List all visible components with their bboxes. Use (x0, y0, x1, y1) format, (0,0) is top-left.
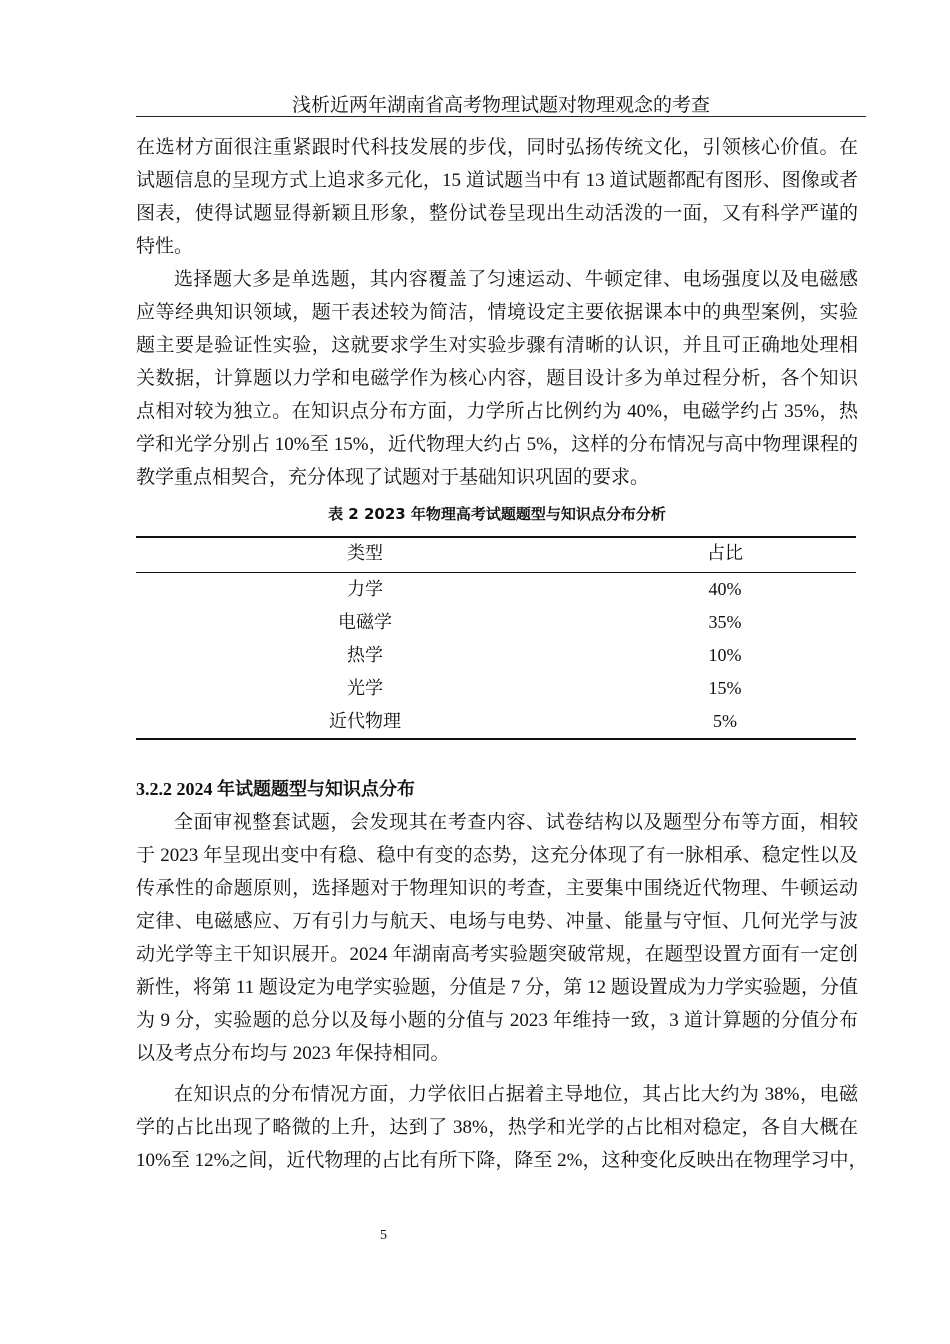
ratio-cell: 40% (708, 579, 742, 599)
text-line: 以及考点分布均与 2023 年保持相同。 (136, 1043, 450, 1064)
paragraph-1 (136, 131, 858, 263)
text-line: 在选材方面很注重紧跟时代科技发展的步伐，同时弘扬传统文化，引领核心价值。在 (136, 137, 858, 158)
text-line: 为 9 分，实验题的总分以及每小题的分值与 2023 年维持一致，3 道计算题的分值分布 (136, 1010, 858, 1031)
paragraph-3 (136, 806, 858, 1070)
text-line: 应等经典知识领域，题干表述较为简洁，情境设定主要依据课本中的典型案例，实验 (136, 302, 858, 323)
page-number: 5 (380, 1228, 387, 1243)
table-row (136, 672, 856, 705)
running-header: 浅析近两年湖南省高考物理试题对物理观念的考查 (291, 95, 710, 116)
distribution-table (136, 536, 856, 740)
header-divider (136, 116, 866, 117)
column-header-type: 类型 (347, 543, 383, 563)
column-header-ratio: 占比 (707, 543, 743, 563)
text-line: 定律、电磁感应、万有引力与航天、电场与电势、冲量、能量与守恒、几何光学与波 (136, 911, 858, 932)
table-row (136, 639, 856, 672)
text-line: 全面审视整套试题，会发现其在考查内容、试卷结构以及题型分布等方面，相较 (174, 812, 858, 833)
text-line: 于 2023 年呈现出变中有稳、稳中有变的态势，这充分体现了有一脉相承、稳定性以及 (136, 845, 858, 866)
text-line: 关数据，计算题以力学和电磁学作为核心内容，题目设计多为单过程分析，各个知识 (136, 368, 858, 389)
text-line: 选择题大多是单选题，其内容覆盖了匀速运动、牛顿定律、电场强度以及电磁感 (174, 269, 858, 290)
type-cell: 热学 (347, 645, 383, 665)
text-line: 10%至 12%之间，近代物理的占比有所下降，降至 2%，这种变化反映出在物理学习中， (136, 1150, 868, 1171)
type-cell: 光学 (347, 678, 383, 698)
text-line: 点相对较为独立。在知识点分布方面，力学所占比例约为 40%，电磁学约占 35%，热 (136, 401, 858, 422)
text-line: 在知识点的分布情况方面，力学依旧占据着主导地位，其占比大约为 38%，电磁 (174, 1084, 858, 1105)
text-line: 教学重点相契合，充分体现了试题对于基础知识巩固的要求。 (136, 467, 650, 488)
table-row (136, 573, 856, 606)
paragraph-4 (136, 1078, 868, 1177)
table-row (136, 705, 856, 738)
type-cell: 力学 (347, 579, 383, 599)
text-line: 特性。 (136, 236, 194, 257)
table-header-row (136, 538, 856, 573)
text-line: 学和光学分别占 10%至 15%，近代物理大约占 5%，这样的分布情况与高中物理课程的 (136, 434, 858, 455)
text-line: 动光学等主干知识展开。2024 年湖南高考实验题突破常规，在题型设置方面有一定创 (136, 944, 858, 965)
paragraph-2 (136, 263, 858, 494)
text-line: 学的占比出现了略微的上升，达到了 38%，热学和光学的占比相对稳定，各自大概在 (136, 1117, 858, 1138)
table-caption: 表 2 2023 年物理高考试题题型与知识点分布分析 (328, 505, 666, 523)
text-line: 图表，使得试题显得新颖且形象，整份试卷呈现出生动活泼的一面，又有科学严谨的 (136, 203, 858, 224)
table-row (136, 606, 856, 639)
ratio-cell: 15% (708, 678, 742, 698)
text-line: 试题信息的呈现方式上追求多元化，15 道试题当中有 13 道试题都配有图形、图像或者 (136, 170, 858, 191)
type-cell: 电磁学 (338, 612, 392, 632)
ratio-cell: 35% (708, 612, 742, 632)
ratio-cell: 5% (713, 711, 737, 731)
text-line: 传承性的命题原则，选择题对于物理知识的考查，主要集中围绕近代物理、牛顿运动 (136, 878, 858, 899)
type-cell: 近代物理 (329, 711, 401, 731)
section-heading: 3.2.2 2024 年试题题型与知识点分布 (136, 779, 415, 799)
ratio-cell: 10% (708, 645, 742, 665)
text-line: 题主要是验证性实验，这就要求学生对实验步骤有清晰的认识，并且可正确地处理相 (136, 335, 858, 356)
text-line: 新性，将第 11 题设定为电学实验题，分值是 7 分，第 12 题设置成为力学实验题，分值 (136, 977, 858, 998)
